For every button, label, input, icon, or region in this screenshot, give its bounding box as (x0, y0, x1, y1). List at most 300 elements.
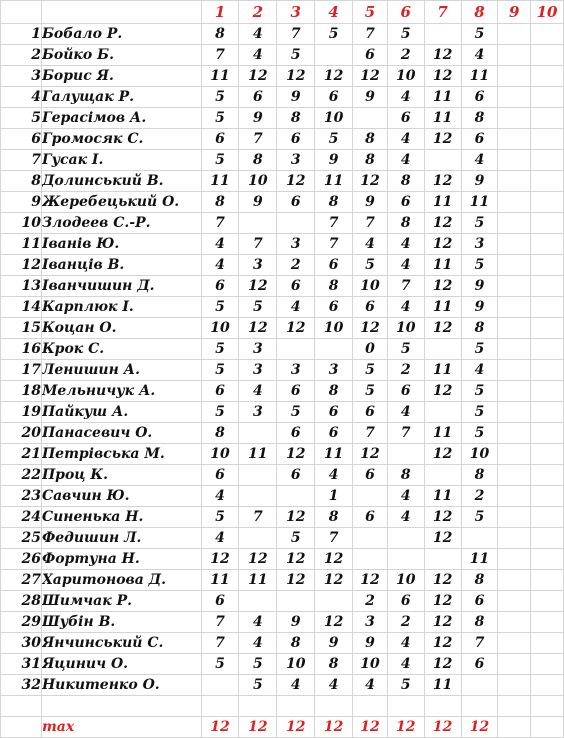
grade-cell: 12 (424, 318, 461, 339)
grade-cell: 12 (424, 507, 461, 528)
grade-cell: 7 (201, 612, 239, 633)
grade-cell: 5 (461, 339, 498, 360)
grade-cell: 9 (315, 633, 353, 654)
column-number-header: 6 (387, 1, 424, 24)
grade-cell (531, 591, 564, 612)
grade-cell: 8 (315, 192, 353, 213)
grade-cell: 11 (461, 192, 498, 213)
grade-cell: 11 (315, 444, 353, 465)
grade-cell: 11 (315, 171, 353, 192)
student-name: Бобало Р. (41, 24, 201, 45)
grade-cell: 5 (353, 381, 388, 402)
grade-cell: 7 (239, 507, 277, 528)
grade-cell: 10 (387, 318, 424, 339)
grade-cell: 5 (277, 45, 315, 66)
grade-cell (498, 171, 531, 192)
student-name: Долинський В. (41, 171, 201, 192)
grade-cell: 0 (353, 339, 388, 360)
grade-cell: 9 (461, 276, 498, 297)
grade-cell: 4 (315, 465, 353, 486)
grade-cell (498, 45, 531, 66)
grade-cell (498, 465, 531, 486)
grade-cell: 12 (353, 318, 388, 339)
grade-cell: 5 (239, 297, 277, 318)
grade-cell (498, 87, 531, 108)
grade-cell: 9 (461, 171, 498, 192)
student-row (1, 234, 564, 255)
grade-cell: 8 (239, 150, 277, 171)
grade-cell: 12 (277, 318, 315, 339)
grade-cell: 5 (201, 339, 239, 360)
student-row (1, 444, 564, 465)
student-name: Іванчишин Д. (41, 276, 201, 297)
grade-cell (531, 570, 564, 591)
grade-cell: 4 (387, 129, 424, 150)
student-row (1, 486, 564, 507)
column-number-header: 1 (201, 1, 239, 24)
grade-cell: 8 (315, 507, 353, 528)
grade-cell: 9 (461, 297, 498, 318)
grade-cell: 6 (353, 45, 388, 66)
grade-cell (498, 108, 531, 129)
student-row (1, 591, 564, 612)
grade-cell: 8 (315, 276, 353, 297)
grade-cell (498, 213, 531, 234)
grade-cell: 7 (353, 213, 388, 234)
grade-cell: 11 (424, 486, 461, 507)
student-row (1, 213, 564, 234)
empty-cell (531, 696, 564, 717)
grade-cell: 6 (239, 87, 277, 108)
grade-cell: 4 (461, 45, 498, 66)
grade-cell: 10 (387, 570, 424, 591)
grade-cell: 12 (315, 612, 353, 633)
row-number: 28 (1, 591, 42, 612)
student-row (1, 297, 564, 318)
row-number: 6 (1, 129, 42, 150)
student-name: Герасімов А. (41, 108, 201, 129)
grade-cell (498, 234, 531, 255)
grade-cell: 4 (277, 297, 315, 318)
grade-cell: 5 (201, 654, 239, 675)
grade-cell: 11 (424, 108, 461, 129)
grade-cell (498, 339, 531, 360)
max-row (1, 717, 564, 738)
grade-cell (201, 675, 239, 696)
grade-cell: 6 (315, 255, 353, 276)
student-name: Петрівська М. (41, 444, 201, 465)
grade-cell: 11 (201, 570, 239, 591)
student-name: Борис Я. (41, 66, 201, 87)
student-row (1, 108, 564, 129)
grade-cell: 4 (387, 486, 424, 507)
grade-cell: 7 (239, 129, 277, 150)
grade-cell: 4 (387, 150, 424, 171)
student-name: Ленишин А. (41, 360, 201, 381)
grade-cell (239, 528, 277, 549)
column-number-header: 5 (353, 1, 388, 24)
grade-cell: 8 (201, 423, 239, 444)
grade-cell (531, 486, 564, 507)
grade-cell: 5 (201, 507, 239, 528)
grade-cell: 10 (315, 108, 353, 129)
grade-cell: 6 (201, 591, 239, 612)
grade-cell: 3 (239, 339, 277, 360)
grade-cell: 12 (353, 66, 388, 87)
grade-cell: 12 (424, 381, 461, 402)
grade-cell: 6 (277, 423, 315, 444)
grade-cell: 12 (239, 549, 277, 570)
grade-cell: 8 (277, 633, 315, 654)
grade-cell: 4 (387, 654, 424, 675)
grade-cell: 12 (277, 507, 315, 528)
grade-cell: 5 (353, 255, 388, 276)
student-name: Іванів Ю. (41, 234, 201, 255)
grade-cell: 6 (353, 402, 388, 423)
grade-cell: 2 (387, 360, 424, 381)
student-name: Янчинський С. (41, 633, 201, 654)
student-name: Іванців В. (41, 255, 201, 276)
grade-cell (461, 528, 498, 549)
student-name: Панасевич О. (41, 423, 201, 444)
row-number: 12 (1, 255, 42, 276)
column-number-header: 9 (498, 1, 531, 24)
grade-cell (424, 402, 461, 423)
grade-cell: 12 (277, 66, 315, 87)
grade-cell (315, 591, 353, 612)
grade-cell (531, 402, 564, 423)
student-row (1, 507, 564, 528)
grade-cell: 12 (424, 444, 461, 465)
grade-cell: 6 (353, 507, 388, 528)
grade-cell: 5 (387, 339, 424, 360)
empty-cell (424, 696, 461, 717)
grade-cell: 5 (461, 507, 498, 528)
grade-cell: 4 (387, 633, 424, 654)
row-number: 1 (1, 24, 42, 45)
grade-cell: 11 (201, 66, 239, 87)
max-grade-cell (498, 717, 531, 738)
grade-cell: 5 (201, 108, 239, 129)
grade-cell (498, 402, 531, 423)
grade-cell: 6 (461, 591, 498, 612)
grade-cell: 12 (424, 45, 461, 66)
grade-cell (531, 66, 564, 87)
student-name: Синенька Н. (41, 507, 201, 528)
student-row (1, 381, 564, 402)
column-number-header: 8 (461, 1, 498, 24)
grade-cell: 4 (201, 234, 239, 255)
grade-cell (531, 276, 564, 297)
student-row (1, 45, 564, 66)
grade-cell: 4 (387, 402, 424, 423)
student-row (1, 24, 564, 45)
grade-cell (531, 507, 564, 528)
grade-cell: 6 (353, 297, 388, 318)
grade-cell: 12 (353, 444, 388, 465)
student-row (1, 318, 564, 339)
grade-cell (531, 87, 564, 108)
grade-cell: 1 (315, 486, 353, 507)
grade-cell: 3 (239, 255, 277, 276)
grade-cell: 12 (424, 171, 461, 192)
max-grade-cell: 12 (277, 717, 315, 738)
grade-cell: 6 (461, 654, 498, 675)
grade-cell (498, 360, 531, 381)
grade-cell (498, 528, 531, 549)
row-number: 32 (1, 675, 42, 696)
column-number-header: 10 (531, 1, 564, 24)
grade-cell (531, 528, 564, 549)
grade-cell: 5 (201, 360, 239, 381)
max-grade-cell: 12 (315, 717, 353, 738)
grade-cell: 6 (277, 192, 315, 213)
grade-cell (498, 444, 531, 465)
student-name: Харитонова Д. (41, 570, 201, 591)
grade-cell: 9 (277, 612, 315, 633)
student-name: Фортуна Н. (41, 549, 201, 570)
grade-cell: 12 (424, 654, 461, 675)
grade-cell: 5 (315, 129, 353, 150)
grade-cell: 4 (277, 675, 315, 696)
grade-cell (424, 150, 461, 171)
row-number: 21 (1, 444, 42, 465)
grade-cell: 9 (239, 108, 277, 129)
grade-cell (498, 675, 531, 696)
grade-cell (531, 675, 564, 696)
grade-cell (387, 444, 424, 465)
grade-cell: 12 (239, 318, 277, 339)
grade-cell: 6 (201, 465, 239, 486)
grade-cell: 6 (387, 381, 424, 402)
empty-cell (201, 696, 239, 717)
row-number: 5 (1, 108, 42, 129)
grade-cell: 9 (353, 87, 388, 108)
max-grade-cell (531, 717, 564, 738)
row-number: 29 (1, 612, 42, 633)
grade-cell: 7 (201, 213, 239, 234)
grade-cell: 8 (461, 465, 498, 486)
grade-cell: 4 (201, 255, 239, 276)
grade-cell: 6 (461, 87, 498, 108)
grade-cell (531, 633, 564, 654)
grade-cell (531, 45, 564, 66)
grade-cell: 4 (239, 45, 277, 66)
row-number: 8 (1, 171, 42, 192)
grade-cell: 6 (277, 381, 315, 402)
grade-cell (498, 612, 531, 633)
grade-cell: 8 (277, 108, 315, 129)
student-row (1, 549, 564, 570)
grade-cell: 4 (353, 675, 388, 696)
grade-cell (498, 633, 531, 654)
grade-cell: 12 (424, 66, 461, 87)
grade-cell: 4 (239, 633, 277, 654)
grade-cell: 12 (315, 66, 353, 87)
grade-cell: 7 (315, 528, 353, 549)
grade-cell (461, 675, 498, 696)
column-number-header: 4 (315, 1, 353, 24)
grade-cell: 2 (387, 45, 424, 66)
grade-cell: 8 (461, 570, 498, 591)
grade-cell: 11 (424, 255, 461, 276)
grade-cell (531, 234, 564, 255)
student-row (1, 192, 564, 213)
header-blank-cell (1, 1, 42, 24)
student-row (1, 66, 564, 87)
grade-cell: 4 (239, 612, 277, 633)
grade-cell: 12 (424, 633, 461, 654)
student-row (1, 150, 564, 171)
empty-cell (239, 696, 277, 717)
row-number: 11 (1, 234, 42, 255)
grade-cell: 11 (461, 66, 498, 87)
grade-cell: 7 (239, 234, 277, 255)
row-number: 19 (1, 402, 42, 423)
grade-cell: 9 (239, 192, 277, 213)
student-name: Шимчак Р. (41, 591, 201, 612)
grade-cell (531, 318, 564, 339)
grade-cell: 12 (424, 528, 461, 549)
student-row (1, 654, 564, 675)
grade-cell: 6 (277, 276, 315, 297)
student-name: Мельничук А. (41, 381, 201, 402)
student-name: Галущак Р. (41, 87, 201, 108)
grade-cell: 12 (424, 570, 461, 591)
grade-cell: 11 (424, 297, 461, 318)
grade-cell: 6 (201, 276, 239, 297)
grade-cell (353, 528, 388, 549)
grade-cell: 11 (201, 171, 239, 192)
grade-cell (277, 486, 315, 507)
grade-cell: 11 (424, 423, 461, 444)
row-number: 9 (1, 192, 42, 213)
row-number: 30 (1, 633, 42, 654)
student-name: Крок С. (41, 339, 201, 360)
grade-cell: 6 (277, 129, 315, 150)
student-row (1, 633, 564, 654)
row-number: 3 (1, 66, 42, 87)
grade-cell: 9 (353, 192, 388, 213)
grade-cell: 10 (277, 654, 315, 675)
grade-cell: 2 (387, 612, 424, 633)
grade-cell: 5 (461, 255, 498, 276)
grade-cell: 10 (353, 276, 388, 297)
grade-cell: 4 (315, 675, 353, 696)
grade-cell (498, 654, 531, 675)
row-number: 15 (1, 318, 42, 339)
grade-cell: 6 (387, 192, 424, 213)
grade-cell (531, 423, 564, 444)
grade-cell: 12 (424, 213, 461, 234)
row-number: 13 (1, 276, 42, 297)
grade-cell (531, 150, 564, 171)
grade-cell: 12 (424, 234, 461, 255)
grade-cell (531, 339, 564, 360)
max-grade-cell: 12 (239, 717, 277, 738)
student-name: Яцинич О. (41, 654, 201, 675)
grade-cell: 8 (387, 213, 424, 234)
grade-cell: 5 (461, 213, 498, 234)
grade-cell: 8 (353, 129, 388, 150)
grade-cell (498, 129, 531, 150)
grade-cell: 10 (201, 318, 239, 339)
grade-cell: 4 (353, 234, 388, 255)
grade-cell: 5 (201, 150, 239, 171)
grade-cell (424, 465, 461, 486)
grade-cell: 8 (461, 318, 498, 339)
student-row (1, 675, 564, 696)
grade-cell (498, 150, 531, 171)
grade-cell: 12 (353, 171, 388, 192)
grade-cell: 4 (387, 507, 424, 528)
grade-cell (239, 486, 277, 507)
grade-cell: 12 (239, 66, 277, 87)
grade-cell (239, 465, 277, 486)
empty-cell (277, 696, 315, 717)
grade-cell: 4 (201, 528, 239, 549)
student-name: Проц К. (41, 465, 201, 486)
grade-cell: 12 (424, 591, 461, 612)
grade-cell (498, 507, 531, 528)
grade-cell: 8 (387, 171, 424, 192)
student-name: Пайкуш А. (41, 402, 201, 423)
grade-cell: 12 (424, 276, 461, 297)
grade-cell: 5 (461, 24, 498, 45)
grade-cell: 12 (277, 171, 315, 192)
student-row (1, 402, 564, 423)
header-row (1, 1, 564, 24)
grade-cell: 10 (461, 444, 498, 465)
row-number: 20 (1, 423, 42, 444)
grade-cell: 7 (387, 423, 424, 444)
student-name: Федишин Л. (41, 528, 201, 549)
student-name: Коцан О. (41, 318, 201, 339)
grade-cell: 10 (353, 654, 388, 675)
grade-cell: 7 (315, 234, 353, 255)
empty-cell (498, 696, 531, 717)
column-number-header: 3 (277, 1, 315, 24)
grade-cell: 6 (315, 423, 353, 444)
grade-cell: 9 (315, 150, 353, 171)
row-number: 16 (1, 339, 42, 360)
max-blank-cell (1, 717, 42, 738)
row-number: 25 (1, 528, 42, 549)
max-grade-cell: 12 (424, 717, 461, 738)
grade-cell: 10 (387, 66, 424, 87)
row-number: 18 (1, 381, 42, 402)
grade-cell (239, 213, 277, 234)
student-name: Никитенко О. (41, 675, 201, 696)
grade-cell: 12 (277, 570, 315, 591)
grade-cell: 4 (239, 381, 277, 402)
grade-cell: 4 (461, 150, 498, 171)
grade-cell: 6 (277, 465, 315, 486)
empty-cell (315, 696, 353, 717)
grade-cell (498, 276, 531, 297)
grade-cell: 4 (461, 360, 498, 381)
grade-cell: 6 (315, 402, 353, 423)
grade-cell (424, 24, 461, 45)
grade-cell: 9 (277, 87, 315, 108)
grade-cell: 12 (315, 549, 353, 570)
grade-cell: 6 (387, 591, 424, 612)
grade-cell: 12 (424, 129, 461, 150)
empty-cell (41, 696, 201, 717)
row-number: 17 (1, 360, 42, 381)
grade-cell: 12 (315, 570, 353, 591)
grade-cell (531, 549, 564, 570)
